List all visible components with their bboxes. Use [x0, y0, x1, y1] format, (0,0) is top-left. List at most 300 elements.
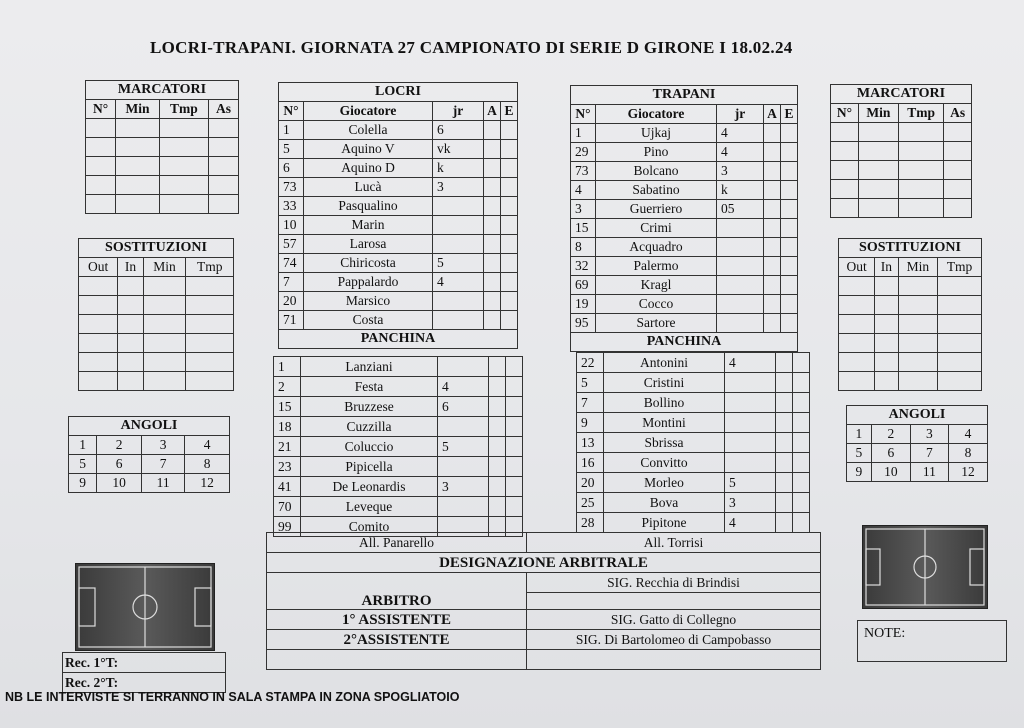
player-number: 1 [274, 357, 301, 377]
player-row [571, 162, 798, 181]
player-name: Convitto [604, 453, 725, 473]
col-header: Giocatore [304, 102, 433, 121]
player-row [571, 200, 798, 219]
player-name: Morleo [604, 473, 725, 493]
player-name: De Leonardis [301, 477, 438, 497]
assistente2-name: SIG. Di Bartolomeo di Campobasso [527, 630, 821, 650]
player-number: 95 [571, 314, 596, 333]
corner-cell: 1 [69, 436, 97, 455]
ammonizione-cell [764, 162, 781, 181]
locri-coach: All. Panarello [267, 533, 527, 553]
player-number: 25 [577, 493, 604, 513]
player-number: 19 [571, 295, 596, 314]
player-jersey-note: 3 [433, 178, 484, 197]
sostituzioni-title: SOSTITUZIONI [839, 239, 982, 258]
player-jersey-note: k [433, 159, 484, 178]
ammonizione-cell [776, 353, 793, 373]
player-name: Pipitone [604, 513, 725, 533]
marcatori-title: MARCATORI [86, 81, 239, 100]
player-number: 16 [577, 453, 604, 473]
player-name: Colella [304, 121, 433, 140]
player-number: 7 [279, 273, 304, 292]
player-row [279, 178, 518, 197]
player-name: Marsico [304, 292, 433, 311]
corner-cell: 1 [847, 425, 872, 444]
player-row [571, 295, 798, 314]
ammonizione-cell [484, 311, 501, 330]
player-row [571, 124, 798, 143]
col-header: Min [143, 258, 186, 277]
designazione-table [266, 532, 821, 670]
corner-cell: 4 [185, 436, 230, 455]
player-row [279, 292, 518, 311]
espulsione-cell [781, 238, 798, 257]
corner-cell: 2 [871, 425, 910, 444]
corner-cell: 9 [69, 474, 97, 493]
page-title: LOCRI-TRAPANI. GIORNATA 27 CAMPIONATO DI SERIE D GIRONE I 18.02.24 [150, 38, 793, 57]
col-header: N° [86, 100, 116, 119]
recupero-table [62, 652, 226, 693]
espulsione-cell [793, 493, 810, 513]
player-jersey-note: 4 [717, 143, 764, 162]
espulsione-cell [793, 473, 810, 493]
col-header: As [208, 100, 238, 119]
player-jersey-note [433, 311, 484, 330]
designazione-title: DESIGNAZIONE ARBITRALE [267, 553, 821, 573]
player-name: Lanziani [301, 357, 438, 377]
player-number: 15 [274, 397, 301, 417]
player-number: 2 [274, 377, 301, 397]
player-name: Ujkaj [596, 124, 717, 143]
espulsione-cell [501, 292, 518, 311]
ammonizione-cell [484, 254, 501, 273]
ammonizione-cell [776, 393, 793, 413]
player-jersey-note [725, 453, 776, 473]
ammonizione-cell [764, 181, 781, 200]
col-header: N° [831, 104, 859, 123]
player-jersey-note: 4 [433, 273, 484, 292]
espulsione-cell [501, 235, 518, 254]
player-jersey-note [717, 295, 764, 314]
player-jersey-note [717, 238, 764, 257]
ammonizione-cell [484, 235, 501, 254]
player-number: 20 [279, 292, 304, 311]
player-name: Bova [604, 493, 725, 513]
ammonizione-cell [764, 200, 781, 219]
player-jersey-note: 3 [717, 162, 764, 181]
player-jersey-note [438, 457, 489, 477]
espulsione-cell [781, 124, 798, 143]
player-name: Marin [304, 216, 433, 235]
espulsione-cell [501, 121, 518, 140]
player-row [571, 257, 798, 276]
locri-bench-table [273, 356, 523, 537]
player-number: 13 [577, 433, 604, 453]
marcatori-table-left [85, 80, 239, 214]
ammonizione-cell [776, 413, 793, 433]
ammonizione-cell [764, 124, 781, 143]
player-row [571, 143, 798, 162]
ammonizione-cell [489, 377, 506, 397]
col-header: N° [279, 102, 304, 121]
trapani-team-name: TRAPANI [571, 86, 798, 105]
ammonizione-cell [764, 314, 781, 333]
player-name: Bollino [604, 393, 725, 413]
player-jersey-note: 5 [433, 254, 484, 273]
espulsione-cell [781, 181, 798, 200]
corner-cell: 11 [141, 474, 184, 493]
player-number: 15 [571, 219, 596, 238]
player-row [274, 357, 523, 377]
ammonizione-cell [776, 453, 793, 473]
player-number: 1 [279, 121, 304, 140]
ammonizione-cell [489, 437, 506, 457]
player-name: Antonini [604, 353, 725, 373]
ammonizione-cell [764, 219, 781, 238]
ammonizione-cell [489, 457, 506, 477]
col-header: Min [116, 100, 160, 119]
player-number: 57 [279, 235, 304, 254]
player-row [279, 273, 518, 292]
col-header: Out [839, 258, 875, 277]
player-row [571, 219, 798, 238]
corner-cell: 11 [910, 463, 948, 482]
arbitro-label: ARBITRO [267, 573, 527, 610]
player-name: Leveque [301, 497, 438, 517]
ammonizione-cell [484, 178, 501, 197]
player-row [571, 181, 798, 200]
player-jersey-note [717, 219, 764, 238]
player-row [577, 433, 810, 453]
espulsione-cell [781, 200, 798, 219]
player-row [279, 235, 518, 254]
espulsione-cell [506, 457, 523, 477]
locri-team-name: LOCRI [279, 83, 518, 102]
player-name: Cristini [604, 373, 725, 393]
espulsione-cell [781, 162, 798, 181]
corner-cell: 7 [141, 455, 184, 474]
espulsione-cell [501, 140, 518, 159]
espulsione-cell [501, 159, 518, 178]
col-header: jr [433, 102, 484, 121]
player-jersey-note [433, 216, 484, 235]
corner-cell: 5 [847, 444, 872, 463]
corner-cell: 12 [948, 463, 987, 482]
player-name: Sartore [596, 314, 717, 333]
angoli-title: ANGOLI [847, 406, 988, 425]
assistente1-label: 1° ASSISTENTE [267, 610, 527, 630]
player-number: 20 [577, 473, 604, 493]
player-number: 33 [279, 197, 304, 216]
player-row [279, 197, 518, 216]
player-name: Palermo [596, 257, 717, 276]
corner-cell: 10 [871, 463, 910, 482]
espulsione-cell [793, 433, 810, 453]
player-row [577, 493, 810, 513]
espulsione-cell [506, 437, 523, 457]
player-jersey-note: 4 [725, 513, 776, 533]
corner-cell: 10 [97, 474, 142, 493]
player-jersey-note: 5 [725, 473, 776, 493]
player-number: 4 [571, 181, 596, 200]
player-name: Guerriero [596, 200, 717, 219]
player-row [279, 159, 518, 178]
player-name: Pappalardo [304, 273, 433, 292]
player-number: 5 [279, 140, 304, 159]
player-name: Costa [304, 311, 433, 330]
player-row [279, 216, 518, 235]
player-name: Festa [301, 377, 438, 397]
player-jersey-note [433, 292, 484, 311]
corner-cell: 5 [69, 455, 97, 474]
espulsione-cell [506, 497, 523, 517]
player-jersey-note [717, 257, 764, 276]
col-header: A [484, 102, 501, 121]
corner-cell: 9 [847, 463, 872, 482]
player-number: 28 [577, 513, 604, 533]
angoli-table-left [68, 416, 230, 493]
ammonizione-cell [484, 216, 501, 235]
player-number: 32 [571, 257, 596, 276]
col-header: E [781, 105, 798, 124]
ammonizione-cell [489, 417, 506, 437]
player-number: 5 [577, 373, 604, 393]
player-name: Coluccio [301, 437, 438, 457]
ammonizione-cell [489, 497, 506, 517]
player-name: Aquino V [304, 140, 433, 159]
player-row [274, 477, 523, 497]
player-row [577, 413, 810, 433]
player-name: Sbrissa [604, 433, 725, 453]
player-jersey-note: 6 [433, 121, 484, 140]
espulsione-cell [506, 397, 523, 417]
espulsione-cell [793, 353, 810, 373]
rec-first-label: Rec. 1°T: [63, 653, 226, 673]
player-jersey-note [725, 413, 776, 433]
player-jersey-note: 3 [725, 493, 776, 513]
player-jersey-note: vk [433, 140, 484, 159]
col-header: Tmp [938, 258, 982, 277]
player-name: Bolcano [596, 162, 717, 181]
player-jersey-note: 5 [438, 437, 489, 457]
col-header: jr [717, 105, 764, 124]
note-box [857, 620, 1007, 662]
rec-second-label: Rec. 2°T: [63, 673, 226, 693]
player-number: 3 [571, 200, 596, 219]
player-row [279, 311, 518, 330]
player-name: Pino [596, 143, 717, 162]
locri-table [278, 82, 518, 349]
corner-cell: 8 [948, 444, 987, 463]
player-jersey-note: 6 [438, 397, 489, 417]
player-row [274, 397, 523, 417]
player-jersey-note [717, 314, 764, 333]
player-number: 99 [274, 517, 301, 537]
player-row [571, 314, 798, 333]
espulsione-cell [506, 357, 523, 377]
corner-cell: 3 [141, 436, 184, 455]
col-header: Tmp [186, 258, 234, 277]
player-number: 41 [274, 477, 301, 497]
player-number: 18 [274, 417, 301, 437]
player-number: 73 [279, 178, 304, 197]
ammonizione-cell [776, 493, 793, 513]
player-row [571, 276, 798, 295]
ammonizione-cell [484, 140, 501, 159]
pitch-icon [863, 526, 987, 608]
player-jersey-note: 3 [438, 477, 489, 497]
player-name: Cocco [596, 295, 717, 314]
player-row [577, 473, 810, 493]
player-number: 6 [279, 159, 304, 178]
col-header: Min [858, 104, 898, 123]
player-row [279, 121, 518, 140]
espulsione-cell [793, 373, 810, 393]
col-header: As [944, 104, 972, 123]
sostituzioni-table-right [838, 238, 982, 391]
col-header: Tmp [899, 104, 944, 123]
espulsione-cell [781, 276, 798, 295]
player-number: 21 [274, 437, 301, 457]
player-row [279, 254, 518, 273]
player-jersey-note: 4 [725, 353, 776, 373]
player-jersey-note: k [717, 181, 764, 200]
espulsione-cell [781, 295, 798, 314]
player-jersey-note [725, 433, 776, 453]
player-number: 71 [279, 311, 304, 330]
player-name: Crimi [596, 219, 717, 238]
marcatori-table-right [830, 84, 972, 218]
player-name: Lucà [304, 178, 433, 197]
sostituzioni-table-left [78, 238, 234, 391]
player-number: 69 [571, 276, 596, 295]
corner-cell: 3 [910, 425, 948, 444]
corner-cell: 7 [910, 444, 948, 463]
col-header: N° [571, 105, 596, 124]
player-number: 10 [279, 216, 304, 235]
player-name: Pasqualino [304, 197, 433, 216]
player-row [577, 393, 810, 413]
trapani-table [570, 85, 798, 352]
player-jersey-note: 4 [438, 377, 489, 397]
player-name: Comito [301, 517, 438, 537]
ammonizione-cell [776, 513, 793, 533]
player-number: 73 [571, 162, 596, 181]
ammonizione-cell [776, 373, 793, 393]
player-jersey-note [725, 393, 776, 413]
pitch-image-left [75, 563, 215, 651]
player-name: Chiricosta [304, 254, 433, 273]
espulsione-cell [793, 513, 810, 533]
trapani-coach: All. Torrisi [527, 533, 821, 553]
locri-bench-title: PANCHINA [279, 330, 518, 349]
player-name: Larosa [304, 235, 433, 254]
trapani-bench-table [576, 352, 810, 533]
player-name: Pipicella [301, 457, 438, 477]
player-number: 23 [274, 457, 301, 477]
espulsione-cell [781, 314, 798, 333]
sostituzioni-title: SOSTITUZIONI [79, 239, 234, 258]
player-number: 8 [571, 238, 596, 257]
player-name: Bruzzese [301, 397, 438, 417]
corner-cell: 12 [185, 474, 230, 493]
col-header: In [875, 258, 898, 277]
espulsione-cell [501, 311, 518, 330]
espulsione-cell [501, 216, 518, 235]
player-number: 7 [577, 393, 604, 413]
player-row [274, 377, 523, 397]
col-header: Min [898, 258, 938, 277]
player-row [577, 453, 810, 473]
player-number: 9 [577, 413, 604, 433]
arbitro-name: SIG. Recchia di Brindisi [527, 573, 821, 593]
player-number: 1 [571, 124, 596, 143]
ammonizione-cell [484, 159, 501, 178]
player-jersey-note [438, 497, 489, 517]
ammonizione-cell [484, 273, 501, 292]
col-header: A [764, 105, 781, 124]
espulsione-cell [501, 254, 518, 273]
espulsione-cell [793, 393, 810, 413]
assistente2-label: 2°ASSISTENTE [267, 630, 527, 650]
pitch-image-right [862, 525, 988, 609]
corner-cell: 6 [97, 455, 142, 474]
col-header: Giocatore [596, 105, 717, 124]
ammonizione-cell [764, 295, 781, 314]
ammonizione-cell [489, 397, 506, 417]
player-jersey-note [438, 417, 489, 437]
player-jersey-note: 05 [717, 200, 764, 219]
player-jersey-note: 4 [717, 124, 764, 143]
angoli-title: ANGOLI [69, 417, 230, 436]
player-name: Acquadro [596, 238, 717, 257]
espulsione-cell [506, 377, 523, 397]
espulsione-cell [506, 477, 523, 497]
player-row [274, 497, 523, 517]
player-name: Sabatino [596, 181, 717, 200]
espulsione-cell [793, 453, 810, 473]
espulsione-cell [793, 413, 810, 433]
player-row [571, 238, 798, 257]
player-row [577, 513, 810, 533]
ammonizione-cell [484, 197, 501, 216]
player-name: Aquino D [304, 159, 433, 178]
angoli-table-right [846, 405, 988, 482]
player-jersey-note [725, 373, 776, 393]
player-name: Kragl [596, 276, 717, 295]
player-row [274, 417, 523, 437]
col-header: Out [79, 258, 118, 277]
player-row [274, 457, 523, 477]
corner-cell: 2 [97, 436, 142, 455]
player-row [279, 140, 518, 159]
marcatori-title: MARCATORI [831, 85, 972, 104]
corner-cell: 8 [185, 455, 230, 474]
col-header: E [501, 102, 518, 121]
ammonizione-cell [764, 238, 781, 257]
ammonizione-cell [484, 292, 501, 311]
espulsione-cell [501, 178, 518, 197]
player-jersey-note [438, 357, 489, 377]
player-name: Cuzzilla [301, 417, 438, 437]
ammonizione-cell [764, 257, 781, 276]
ammonizione-cell [776, 473, 793, 493]
player-number: 29 [571, 143, 596, 162]
ammonizione-cell [776, 433, 793, 453]
espulsione-cell [781, 143, 798, 162]
ammonizione-cell [489, 357, 506, 377]
col-header: In [118, 258, 143, 277]
